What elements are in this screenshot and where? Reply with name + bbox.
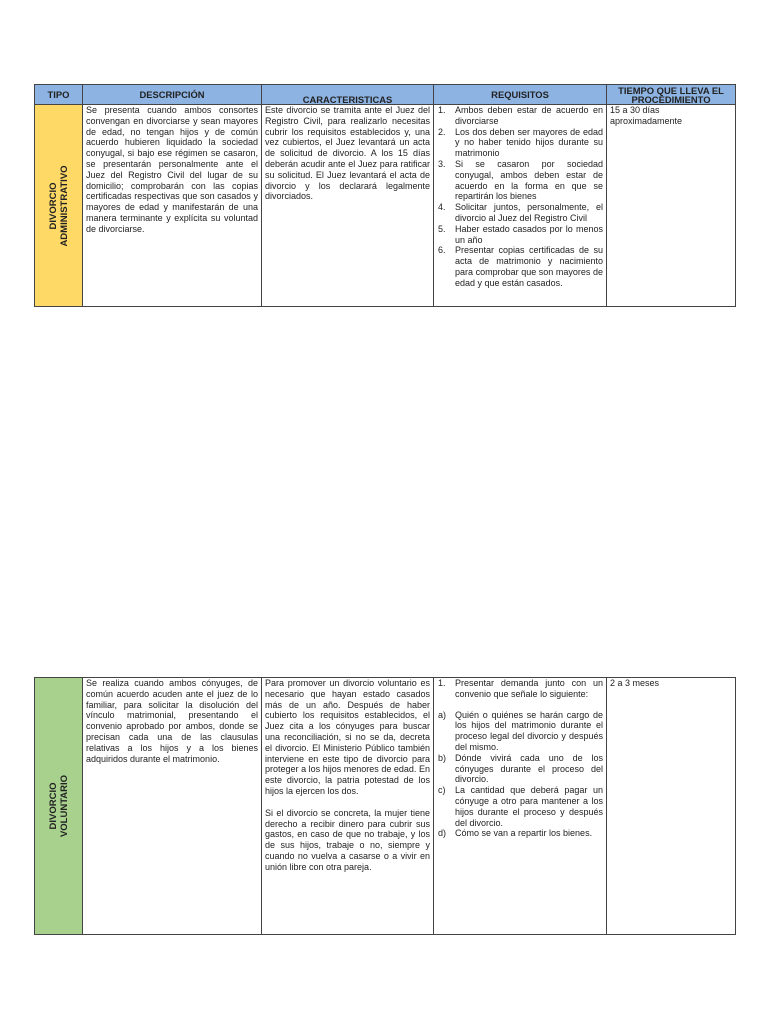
paragraph-gap xyxy=(265,797,430,808)
list-item-number: d) xyxy=(438,828,447,839)
divorce-table-bottom xyxy=(34,677,736,935)
list-item xyxy=(437,202,603,224)
tipo-cell-voluntario xyxy=(35,678,83,935)
caracteristicas-paragraph-1: Para promover un divorcio voluntario es necesario que hayan estado casados más de un año. Después de haber cubierto los requisitos establecidos, el Juez cita a los cónyuges para buscar una reconciliación, si no se da, decreta el divorcio. El Ministerio Público también interviene en este tipo de divorcio para proteger a los hijos menores de edad. En este divorcio, la patria potestad de los hijos la ejercen los dos. xyxy=(265,678,430,796)
tipo-line1: DIVORCIO xyxy=(47,182,59,229)
list-item-number: 3. xyxy=(438,158,446,169)
list-item-number: 1. xyxy=(438,678,446,688)
header-caracteristicas xyxy=(262,85,434,105)
list-item-text: Solicitar juntos, personalmente, el divorcio al Juez del Registro Civil xyxy=(455,202,603,223)
descripcion-cell: Se presenta cuando ambos consortes convengan en divorciarse y sean mayores de edad, no tengan hijos y de común acuerdo hubieren liquidado la sociedad conyugal, si bajo ese régimen se casaron, se presentarán personalmente ante el Juez del Registro Civil del lugar de su domicilio; comprobarán con las copias certificadas respectivas que son casados y mayores de edad y manifestarán de una manera terminante y explícita su voluntad de divorciarse. xyxy=(83,105,262,307)
list-item-text: Presentar demanda junto con un convenio que señale lo siguiente: xyxy=(455,678,603,699)
requisitos-cell xyxy=(434,105,607,307)
tipo-line1: DIVORCIO xyxy=(47,782,59,830)
table-header-row xyxy=(35,85,736,105)
caracteristicas-cell: Este divorcio se tramita ante el Juez del Registro Civil, para realizarlo necesitas cubrir los requisitos establecidos y, una vez cubiertos, el Juez levantará un acta de solicitud de divorcio. A los 15 días deberán acudir ante el Juez para ratificar su solicitud. El Juez levantará el acta de divorcio y los declarará legalmente divorciados. xyxy=(262,105,434,307)
list-item-text: Los dos deben ser mayores de edad y no haber tenido hijos durante su matrimonio xyxy=(455,126,603,159)
requisitos-list xyxy=(437,105,603,289)
tiempo-cell: 15 a 30 días aproximadamente xyxy=(607,105,736,307)
list-item-text: Haber estado casados por lo menos un año xyxy=(455,223,603,245)
list-item xyxy=(437,678,603,700)
list-item-number: c) xyxy=(438,785,446,796)
list-item-text: Ambos deben estar de acuerdo en divorciarse xyxy=(455,105,603,126)
header-tiempo xyxy=(607,85,736,105)
list-item-text: Quién o quiénes se harán cargo de los hijos del matrimonio durante el proceso legal del divorcio y después del mismo. xyxy=(455,709,603,752)
list-item-text: Cómo se van a repartir los bienes. xyxy=(455,828,593,839)
list-item-number: b) xyxy=(438,752,447,763)
list-item-number: 6. xyxy=(438,245,446,256)
table-row xyxy=(35,678,736,935)
list-item xyxy=(437,710,603,753)
requisitos-cell xyxy=(434,678,607,935)
caracteristicas-cell xyxy=(262,678,434,935)
list-item-text: Dónde vivirá cada uno de los cónyuges durante el proceso del divorcio. xyxy=(455,752,603,785)
header-caracteristicas-label: CARACTERISTICAS xyxy=(302,94,393,105)
list-item xyxy=(437,785,603,828)
list-item-text: La cantidad que deberá pagar un cónyuge a otro para mantener a los hijos durante el proceso y después del divorcio. xyxy=(455,785,603,828)
list-item-text: Presentar copias certificadas de su acta de matrimonio y nacimiento para comprobar que son mayores de edad y que están casados. xyxy=(455,245,603,288)
list-item xyxy=(437,245,603,288)
list-item xyxy=(437,105,603,127)
list-item-text: Si se casaron por sociedad conyugal, ambos deben estar de acuerdo en la forma en que se repartirán los bienes xyxy=(455,158,603,202)
header-tipo: TIPO xyxy=(35,85,83,105)
tipo-label xyxy=(48,165,70,246)
tipo-line2: VOLUNTARIO xyxy=(58,774,70,838)
tipo-cell-administrativo xyxy=(35,105,83,307)
header-tiempo-line1: TIEMPO QUE LLEVA EL xyxy=(618,84,724,96)
list-item-number: a) xyxy=(438,709,447,720)
list-item xyxy=(437,224,603,246)
list-item xyxy=(437,159,603,202)
list-item xyxy=(437,753,603,785)
list-item-number: 5. xyxy=(438,223,446,234)
tiempo-cell: 2 a 3 meses xyxy=(607,678,736,935)
header-requisitos: REQUISITOS xyxy=(434,85,607,105)
list-item-number: 1. xyxy=(438,105,446,115)
list-item-number: 4. xyxy=(438,202,446,213)
header-tiempo-line2: PROCEDIMIENTO xyxy=(631,93,711,105)
list-item-number: 2. xyxy=(438,126,446,137)
tipo-label xyxy=(48,775,70,837)
list-item xyxy=(437,127,603,159)
caracteristicas-paragraph-2: Si el divorcio se concreta, la mujer tiene derecho a recibir dinero para cubrir sus gastos, en caso de que no trabaje, y los de sus hijos, trabaje o no, siempre y cuando no vuelva a casarse o a vivir en unión libre con otra pareja. xyxy=(265,807,430,872)
header-descripcion: DESCRIPCIÓN xyxy=(83,85,262,105)
tipo-line2: ADMINISTRATIVO xyxy=(58,164,70,247)
requisitos-list xyxy=(437,678,603,839)
table-row xyxy=(35,105,736,307)
divorce-table-top xyxy=(34,84,736,307)
list-item xyxy=(437,828,603,839)
descripcion-cell: Se realiza cuando ambos cónyuges, de común acuerdo acuden ante el juez de lo familiar, para solicitar la disolución del vínculo matrimonial, presentando el convenio aprobado por ambos, donde se precisan cada una de las clausulas relativas a los hijos y a los bienes adquiridos durante el matrimonio. xyxy=(83,678,262,935)
